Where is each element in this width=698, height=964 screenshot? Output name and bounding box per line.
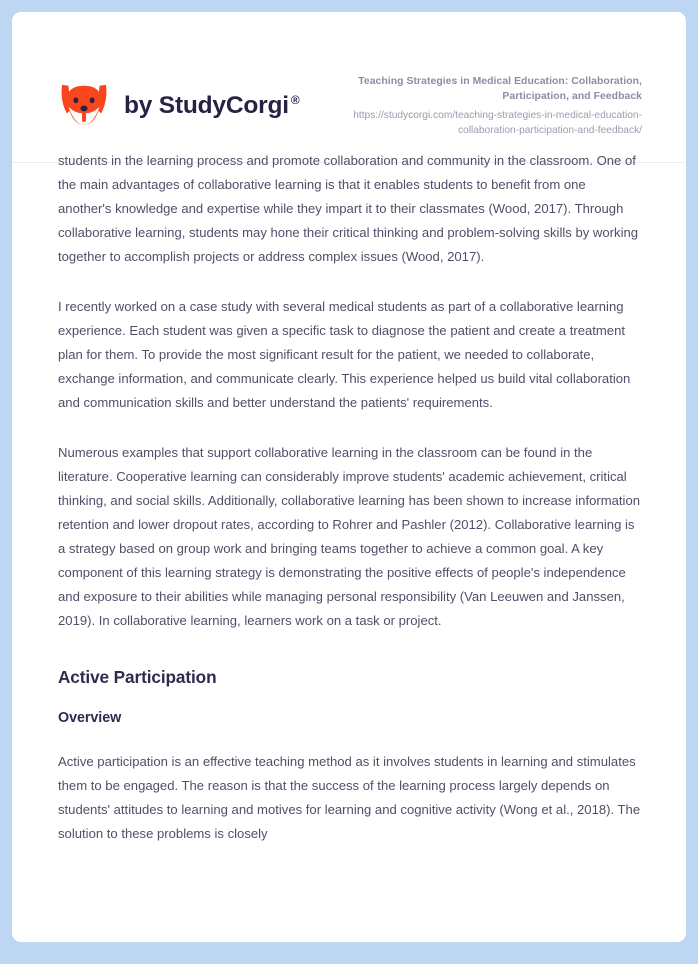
header-document-meta	[294, 74, 642, 138]
section-heading-active-participation: Active Participation	[58, 667, 217, 687]
registered-trademark-icon: ®	[290, 92, 300, 107]
studycorgi-brand	[58, 82, 299, 130]
brand-name-text: by StudyCorgi	[124, 92, 289, 119]
paragraph-1: students in the learning process and promote collaboration and community in the classroom. One of the main advantages of collaborative learning is that it enables students to benefit from one another's knowledge and expertise while they impart it to their classmates (Wood, 2017). Through collaborative learning, students may hone their critical thinking and problem-solving skills by working together to accomplish projects or address complex issues (Wood, 2017).	[58, 153, 639, 264]
document-body	[12, 149, 686, 846]
brand-wordmark	[124, 92, 299, 120]
paragraph-2: I recently worked on a case study with several medical students as part of a collaborative learning experience. Each student was given a specific task to diagnose the patient and create a treatment plan for them. To provide the most significant result for the patient, we needed to collaborate, exchange information, and communicate clearly. This experience helped us build vital collaboration and communication skills and better understand the patients' requirements.	[58, 299, 631, 410]
document-header	[12, 12, 686, 149]
document-title: Teaching Strategies in Medical Education: Collaboration, Participation, and Feedback	[358, 76, 642, 102]
corgi-face-logo-icon	[58, 82, 110, 130]
document-page-card	[12, 12, 686, 942]
sub-heading-overview: Overview	[58, 710, 122, 726]
paragraph-closing: Active participation is an effective teaching method as it involves students in learning and stimulates them to be engaged. The reason is that the success of the learning process largely depends on students' attitudes to learning and motives for learning and cognitive activity (Wong et al., 2018). The solution to these problems is closely	[58, 754, 641, 841]
document-url[interactable]: https://studycorgi.com/teaching-strategies-in-medical-education-collaboration-participation-and-feedback/	[353, 110, 642, 136]
paragraph-3: Numerous examples that support collaborative learning in the classroom can be found in the literature. Cooperative learning can considerably improve students' academic achievement, critical thinking, and social skills. Additionally, collaborative learning has been shown to increase information retention and lower dropout rates, according to Rohrer and Pashler (2012). Collaborative learning is a strategy based on group work and bringing teams together to achieve a common goal. A key component of this learning strategy is demonstrating the positive effects of people's independence and exposure to their abilities while managing personal responsibility (Van Leeuwen and Janssen, 2019). In collaborative learning, learners work on a task or project.	[58, 445, 641, 628]
